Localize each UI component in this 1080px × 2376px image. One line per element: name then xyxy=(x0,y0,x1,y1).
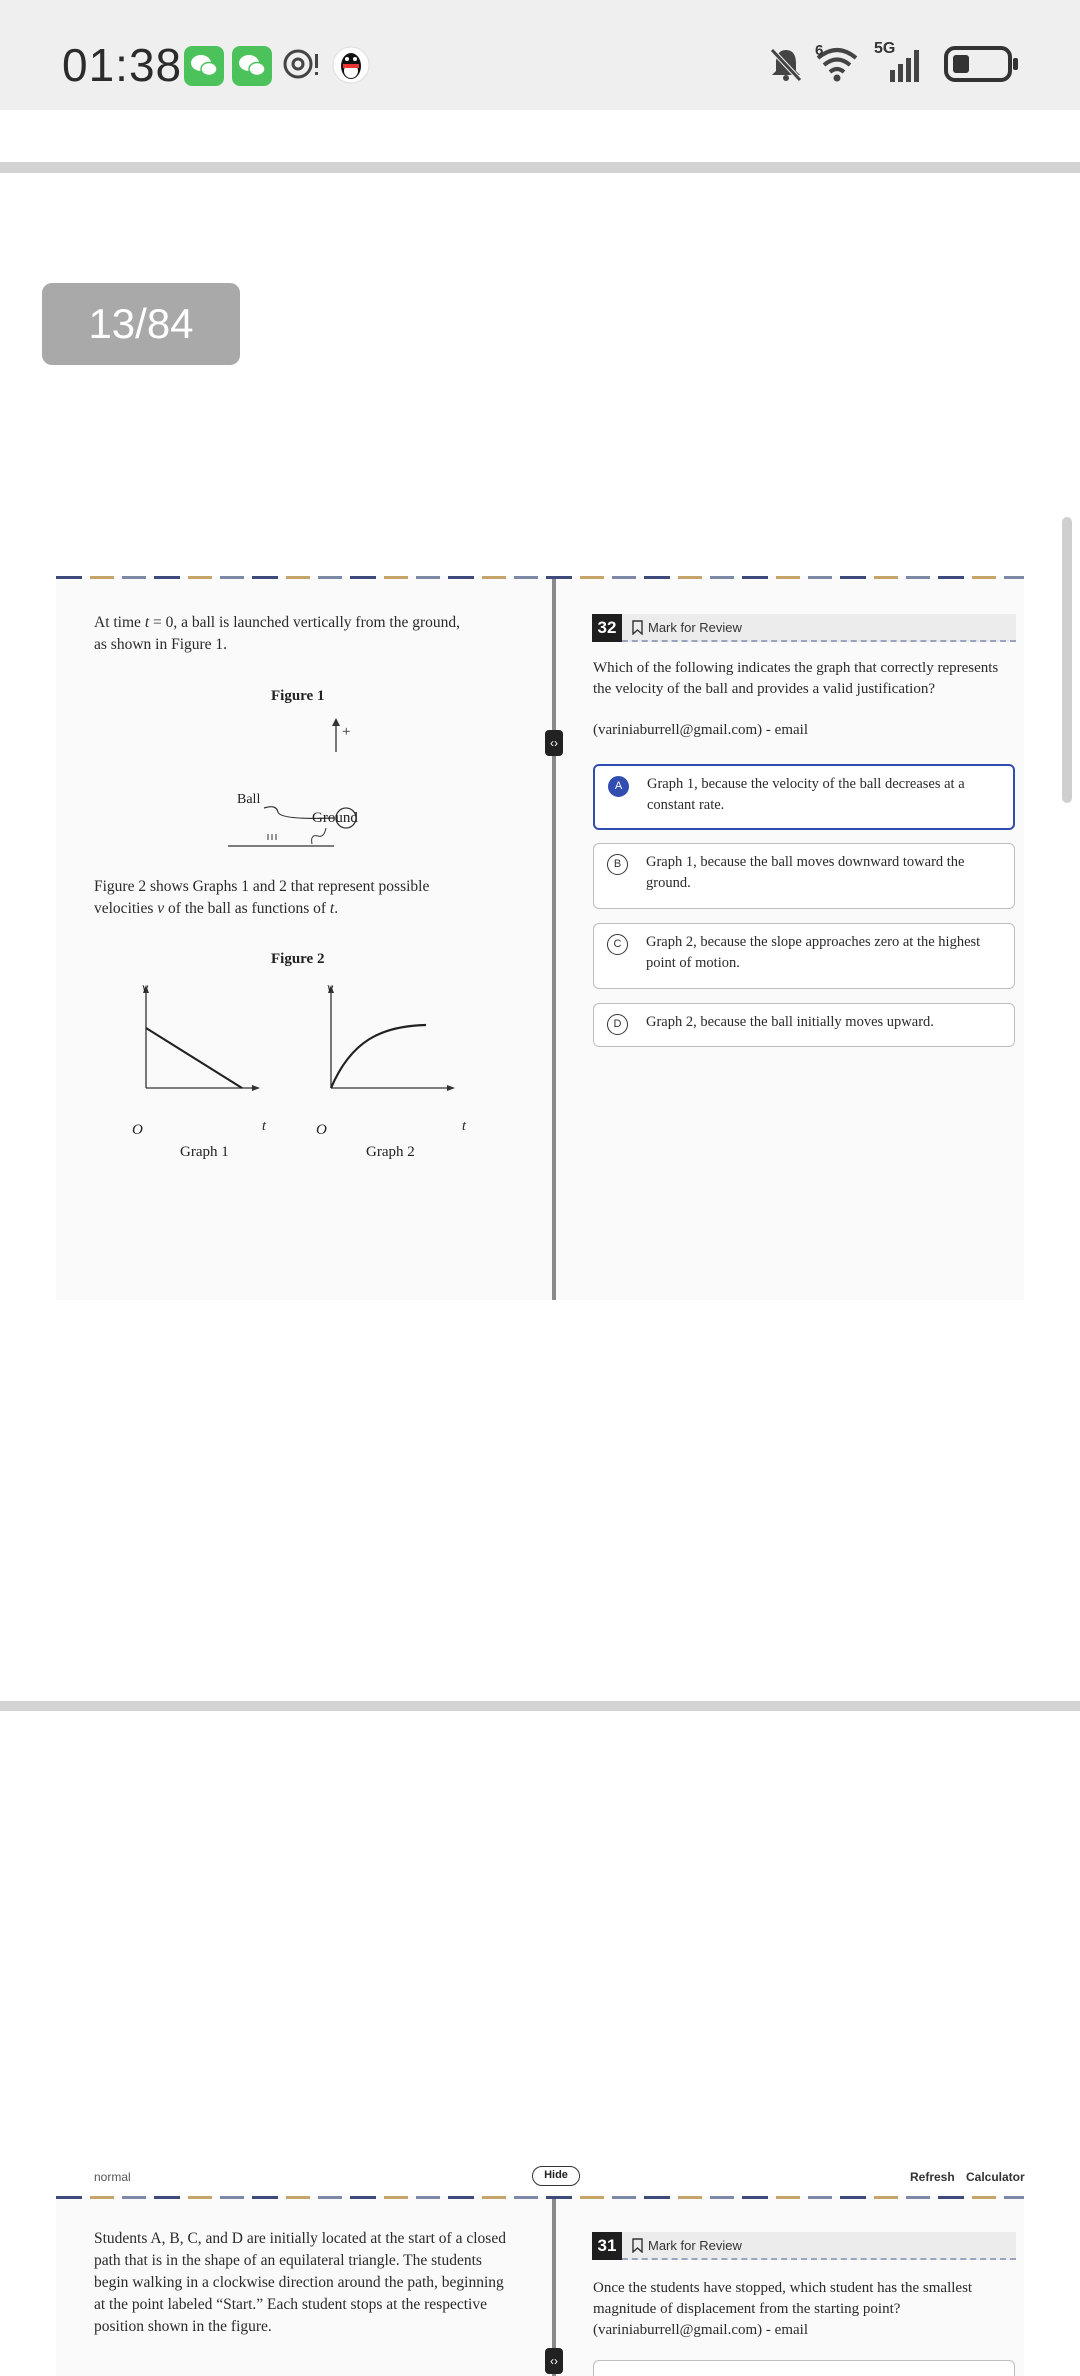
choice-letter-c: C xyxy=(607,934,628,955)
question-panel-2 xyxy=(56,2196,1024,2376)
passage-text: velocities xyxy=(94,900,158,917)
graph-1-x-axis-label: t xyxy=(262,1119,266,1134)
graph-1-origin-label: O xyxy=(132,1122,143,1138)
passage-text: Figure 2 shows Graphs 1 and 2 that represent possible xyxy=(94,878,430,895)
bookmark-icon xyxy=(632,620,643,635)
choice-text-c: Graph 2, because the slope approaches zero at the highest point of motion. xyxy=(646,934,981,971)
mode-label: normal xyxy=(94,2170,131,2184)
calculator-button[interactable]: Calculator xyxy=(966,2170,1025,2184)
figure-1-title: Figure 1 xyxy=(271,688,325,704)
graph-1-line xyxy=(146,1028,242,1088)
question-text: Which of the following indicates the graph that correctly represents the velocity of the ball and provides a valid justification? xyxy=(593,660,999,697)
wechat-icon xyxy=(232,46,272,86)
graph-1-plot xyxy=(126,981,276,1101)
math-var: v xyxy=(157,900,165,917)
mark-for-review-label: Mark for Review xyxy=(648,2238,742,2253)
graph-1-y-axis-label: v xyxy=(142,981,149,996)
graph-1-label: Graph 1 xyxy=(180,1144,229,1160)
watermark-email: (variniaburrell@gmail.com) - email xyxy=(593,2322,808,2338)
graph-2-label: Graph 2 xyxy=(366,1144,415,1160)
question-text: Once the students have stopped, which student has the smallest magnitude of displacement from the starting point? xyxy=(593,2280,973,2317)
wifi-icon xyxy=(812,44,862,89)
panel-top-border xyxy=(56,576,1024,579)
question-number: 32 xyxy=(592,614,622,642)
answer-choice-c[interactable] xyxy=(593,923,1015,989)
figure-1-ground-line xyxy=(226,826,366,856)
panel-top-border xyxy=(56,2196,1024,2199)
answer-choice-d[interactable] xyxy=(593,1003,1015,1047)
choice-text-a: Graph 1, because the velocity of the ball decreases at a constant rate. xyxy=(647,776,965,813)
separator-bar xyxy=(0,162,1080,173)
math-var: t xyxy=(144,614,150,631)
wifi-badge: 6 xyxy=(815,42,824,59)
choice-letter-d: D xyxy=(607,1014,628,1035)
battery-icon xyxy=(944,46,1020,87)
passage-text: as shown in Figure 1. xyxy=(94,636,228,653)
math-var: t xyxy=(329,900,335,917)
passage-text: = 0, a ball is launched vertically from the ground, xyxy=(149,614,461,631)
status-bar xyxy=(0,0,1080,110)
graph-2-curve xyxy=(331,1025,426,1088)
passage-triangle: Students A, B, C, and D are initially located at the start of a closed path that is in the shape of an equilateral triangle. The students begin walking in a clockwise direction around the path, beginning at the point labeled “Start.” Each student stops at the respective position shown in the figure. xyxy=(94,2230,506,2335)
graph-2-origin-label: O xyxy=(316,1122,327,1138)
passage-intro xyxy=(94,612,514,656)
passage-text: of the ball as functions of xyxy=(164,900,330,917)
figure-2-title: Figure 2 xyxy=(271,951,325,967)
choice-letter-a: A xyxy=(608,776,629,797)
mark-for-review-button[interactable] xyxy=(592,614,1016,642)
passage-text: . xyxy=(334,900,339,917)
bookmark-icon xyxy=(632,2238,643,2253)
qq-icon xyxy=(332,44,370,91)
graph-2-y-axis-label: v xyxy=(327,981,334,996)
hide-button[interactable]: Hide xyxy=(532,2166,580,2186)
panel-divider[interactable] xyxy=(552,579,556,1300)
resize-handle-icon[interactable]: ‹› xyxy=(545,730,563,756)
location-icon xyxy=(282,44,322,89)
wechat-icon xyxy=(184,46,224,86)
figure-1-plus-sign: + xyxy=(342,724,351,740)
mark-for-review-button[interactable] xyxy=(592,2232,1016,2260)
question-number: 31 xyxy=(592,2232,622,2260)
answer-choice-a[interactable] xyxy=(593,2360,1015,2376)
passage-figure-2 xyxy=(94,876,514,920)
mark-for-review-label: Mark for Review xyxy=(648,620,742,635)
figure-1-ball-label: Ball xyxy=(237,792,261,807)
resize-handle-icon[interactable]: ‹› xyxy=(545,2348,563,2374)
choice-letter-b: B xyxy=(607,854,628,875)
scrollbar[interactable] xyxy=(1062,517,1072,803)
page-counter-badge: 13/84 xyxy=(42,283,240,365)
graph-2-plot xyxy=(311,981,461,1101)
separator-bar xyxy=(0,1701,1080,1711)
graph-2-x-axis-label: t xyxy=(462,1119,466,1134)
answer-choice-b[interactable] xyxy=(593,843,1015,909)
network-label: 5G xyxy=(874,40,896,57)
watermark-email: (variniaburrell@gmail.com) - email xyxy=(593,722,808,738)
figure-1-ground-label: Ground xyxy=(312,810,358,826)
question-panel-1 xyxy=(56,576,1024,1300)
status-time: 01:38 xyxy=(62,39,183,91)
passage-text: At time xyxy=(94,614,145,631)
signal-icon xyxy=(874,40,936,91)
refresh-button[interactable]: Refresh xyxy=(910,2170,955,2184)
choice-text-b: Graph 1, because the ball moves downward toward the ground. xyxy=(646,854,965,891)
answer-choice-a[interactable] xyxy=(593,764,1015,830)
choice-text-d: Graph 2, because the ball initially moves upward. xyxy=(646,1014,934,1030)
bell-muted-icon xyxy=(766,44,806,89)
